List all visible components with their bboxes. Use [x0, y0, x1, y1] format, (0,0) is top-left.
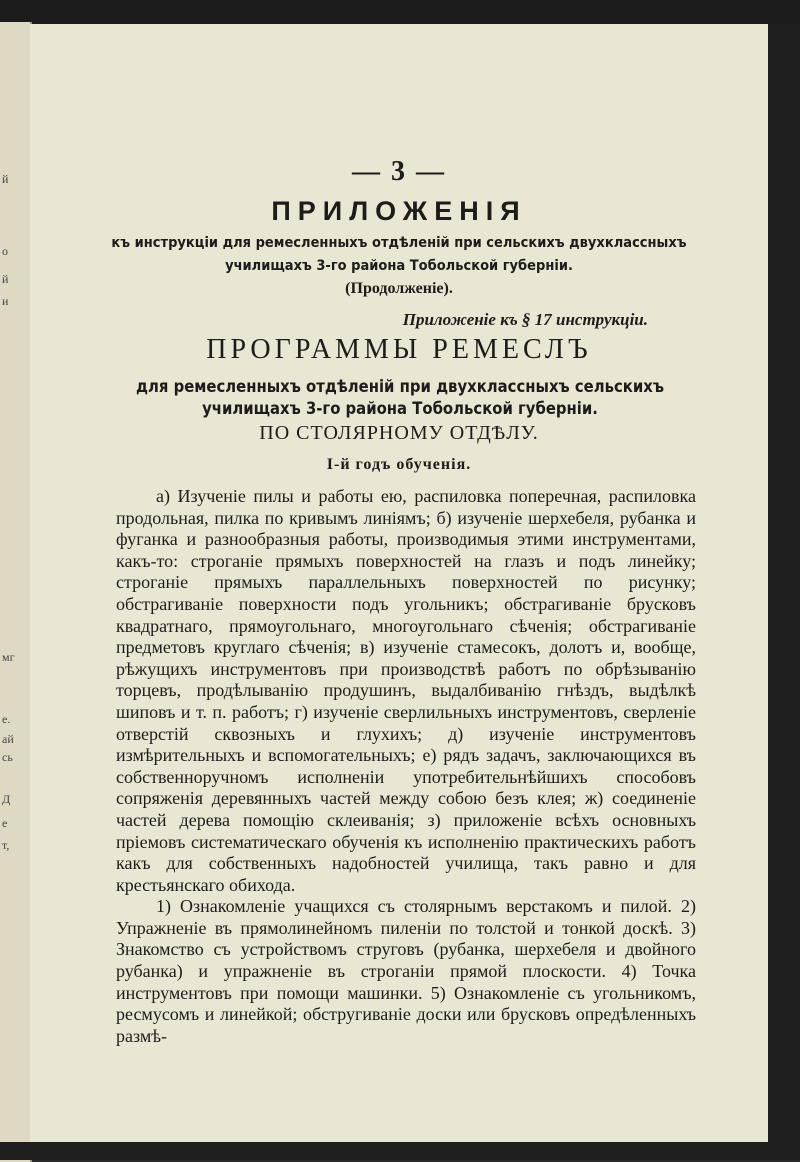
fragment: мг [2, 650, 15, 664]
scan-right-border [768, 24, 800, 1160]
continuation-note: (Продолженіе). [345, 280, 453, 297]
section-subtitle: для ремесленныхъ отдѣленій при двухклассныхъ сельскихъ училищахъ 3-го района Тобольской губерніи. [136, 377, 664, 418]
body-text [116, 486, 696, 1047]
fragment: и [2, 294, 9, 308]
fragment: Д [2, 792, 11, 806]
document-subtitle: къ инструкціи для ремесленныхъ отдѣленій при сельскихъ двухклассныхъ училищахъ 3-го района Тобольской губерніи. [111, 235, 687, 274]
fragment: т, [2, 838, 10, 852]
department-heading: ПО СТОЛЯРНОМУ ОТДѢЛУ. [259, 422, 539, 444]
document-page [30, 24, 768, 1142]
section-title: ПРОГРАММЫ РЕМЕСЛЪ [206, 334, 592, 365]
scan-bottom-border [0, 1142, 800, 1160]
year-heading: I-й годъ обученія. [326, 456, 472, 473]
paragraph: 1) Ознакомленіе учащихся съ столярнымъ верстакомъ и пилой. 2) Упражненіе въ прямолинейномъ пиленіи по толстой и тонкой доскѣ. 3) Знакомство съ устройствомъ струговъ (рубанка, шерхебеля и двойного рубанка) и упражненіе въ строганіи прямой плоскости. 4) Точка инструментовъ при помощи машинки. 5) Ознакомленіе съ угольникомъ, ресмусомъ и линейкой; обстругиваніе доски или брусковъ опредѣленныхъ размѣ- [116, 896, 696, 1046]
document-title: ПРИЛОЖЕНІЯ [271, 196, 527, 226]
fragment: о [2, 244, 8, 258]
fragment: й [2, 172, 9, 186]
fragment: ай [2, 732, 14, 746]
previous-page-edge [0, 22, 32, 1162]
page-number: — 3 — [352, 156, 446, 187]
fragment: й [2, 272, 9, 286]
fragment: сь [2, 750, 13, 764]
paragraph: а) Изученіе пилы и работы ею, распиловка поперечная, распиловка продольная, пилка по кривымъ линіямъ; б) изученіе шерхебеля, рубанка и фуганка и разнообразныя работы, производимыя этими инструментами, какъ-то: строганіе прямыхъ поверхностей на глазъ и подъ линейку; строганіе прямыхъ параллельныхъ поверхностей по рисунку; обстрагиваніе поверхности подъ угольникъ; обстрагиваніе брусковъ квадратнаго, прямоугольнаго, многоугольнаго сѣченія; обстрагиваніе предметовъ круглаго сѣченія; в) изученіе стамесокъ, долотъ и, вообще, рѣжущихъ инструментовъ при производствѣ работъ по обрѣзыванію торцевъ, продѣлыванію продушинъ, выдалбиванію гнѣздъ, выдѣлкѣ шиповъ и т. п. работъ; г) изученіе сверлильныхъ инструментовъ, сверленіе отверстій сквозныхъ и глухихъ; д) изученіе инструментовъ измѣрительныхъ и вспомогательныхъ; е) рядъ задачъ, заключающихся въ собственноручномъ исполненіи употребительнѣйшихъ способовъ сопряженія деревянныхъ частей между собою безъ клея; ж) соединеніе частей дерева помощію склеиванія; з) приложеніе всѣхъ основныхъ пріемовъ систематическаго обученія къ исполненію практическихъ работъ какъ для собственныхъ надобностей училища, такъ равно и для крестьянскаго обихода. [116, 486, 696, 895]
fragment: е [2, 816, 8, 830]
appendix-reference: Приложеніе къ § 17 инструкціи. [402, 310, 648, 329]
fragment: е. [2, 712, 11, 726]
